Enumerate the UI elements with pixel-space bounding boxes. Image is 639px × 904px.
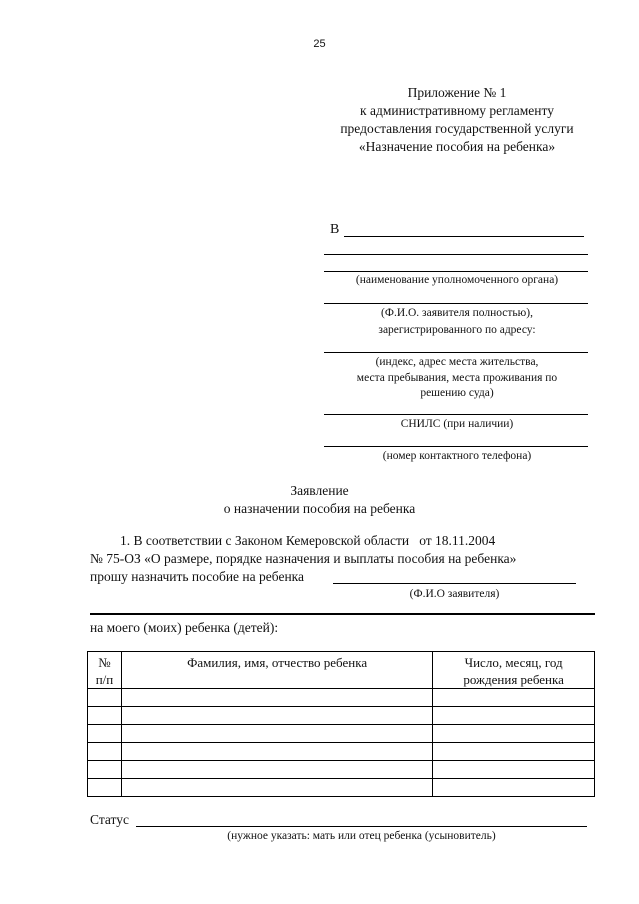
address-caption-3: решению суда): [420, 387, 494, 399]
children-table: [87, 651, 595, 797]
applicant-name-field[interactable]: [333, 583, 576, 584]
table-row: [88, 725, 595, 743]
header-child-name: Фамилия, имя, отчество ребенка: [121, 652, 432, 689]
header-number-line-2: п/п: [95, 672, 114, 687]
row-date-cell[interactable]: [433, 761, 595, 779]
snils-caption: СНИЛС (при наличии): [400, 418, 514, 430]
row-date-cell[interactable]: [433, 779, 595, 797]
row-number-cell[interactable]: [88, 707, 122, 725]
page-number: 25: [313, 38, 326, 50]
paragraph-line-2: № 75-ОЗ «О размере, порядке назначения и выплаты пособия на ребенка»: [90, 551, 517, 566]
fio-field[interactable]: [324, 303, 588, 304]
header-birth-date-line-2: рождения ребенка: [463, 672, 564, 687]
row-name-cell[interactable]: [121, 743, 432, 761]
table-row: [88, 689, 595, 707]
snils-field[interactable]: [324, 414, 588, 415]
appendix-line-3: предоставления государственной услуги: [340, 121, 574, 136]
registered-caption: зарегистрированного по адресу:: [378, 324, 536, 336]
row-date-cell[interactable]: [433, 689, 595, 707]
row-number-cell[interactable]: [88, 689, 122, 707]
authority-caption: (наименование уполномоченного органа): [355, 274, 559, 286]
fio-caption: (Ф.И.О. заявителя полностью),: [381, 307, 533, 319]
authority-field-1[interactable]: [344, 236, 584, 237]
row-number-cell[interactable]: [88, 761, 122, 779]
row-number-cell[interactable]: [88, 725, 122, 743]
row-number-cell[interactable]: [88, 779, 122, 797]
appendix-line-4: «Назначение пособия на ребенка»: [358, 139, 556, 154]
status-field[interactable]: [136, 826, 587, 827]
to-prefix: В: [330, 222, 340, 237]
table-row: [88, 743, 595, 761]
header-number: [88, 652, 122, 689]
appendix-line-1: Приложение № 1: [407, 85, 507, 100]
section-divider: [90, 613, 595, 615]
row-name-cell[interactable]: [121, 689, 432, 707]
table-row: [88, 779, 595, 797]
row-name-cell[interactable]: [121, 725, 432, 743]
appendix-header: [322, 84, 592, 156]
header-number-line-1: №: [98, 655, 111, 670]
table-row: [88, 761, 595, 779]
address-field[interactable]: [324, 352, 588, 353]
row-date-cell[interactable]: [433, 707, 595, 725]
statement-subtitle: о назначении пособия на ребенка: [223, 501, 416, 516]
statement-title: Заявление: [290, 483, 349, 498]
appendix-line-2: к административному регламенту: [360, 103, 554, 118]
row-name-cell[interactable]: [121, 779, 432, 797]
row-date-cell[interactable]: [433, 725, 595, 743]
address-caption-1: (индекс, адрес места жительства,: [375, 356, 539, 368]
phone-caption: (номер контактного телефона): [382, 450, 532, 462]
address-caption-2: места пребывания, места проживания по: [356, 372, 558, 384]
authority-field-2[interactable]: [324, 254, 588, 255]
row-number-cell[interactable]: [88, 743, 122, 761]
header-birth-date-line-1: Число, месяц, год: [464, 655, 563, 670]
phone-field[interactable]: [324, 446, 588, 447]
row-date-cell[interactable]: [433, 743, 595, 761]
row-name-cell[interactable]: [121, 707, 432, 725]
table-row: [88, 707, 595, 725]
status-label: Статус: [90, 812, 129, 827]
header-birth-date: [433, 652, 595, 689]
children-label: на моего (моих) ребенка (детей):: [90, 620, 279, 635]
row-name-cell[interactable]: [121, 761, 432, 779]
paragraph-line-1: 1. В соответствии с Законом Кемеровской области от 18.11.2004: [120, 533, 496, 548]
applicant-caption: (Ф.И.О заявителя): [409, 588, 500, 600]
status-caption: (нужное указать: мать или отец ребенка (усыновитель): [227, 830, 496, 842]
paragraph-line-3: прошу назначить пособие на ребенка: [90, 569, 305, 584]
